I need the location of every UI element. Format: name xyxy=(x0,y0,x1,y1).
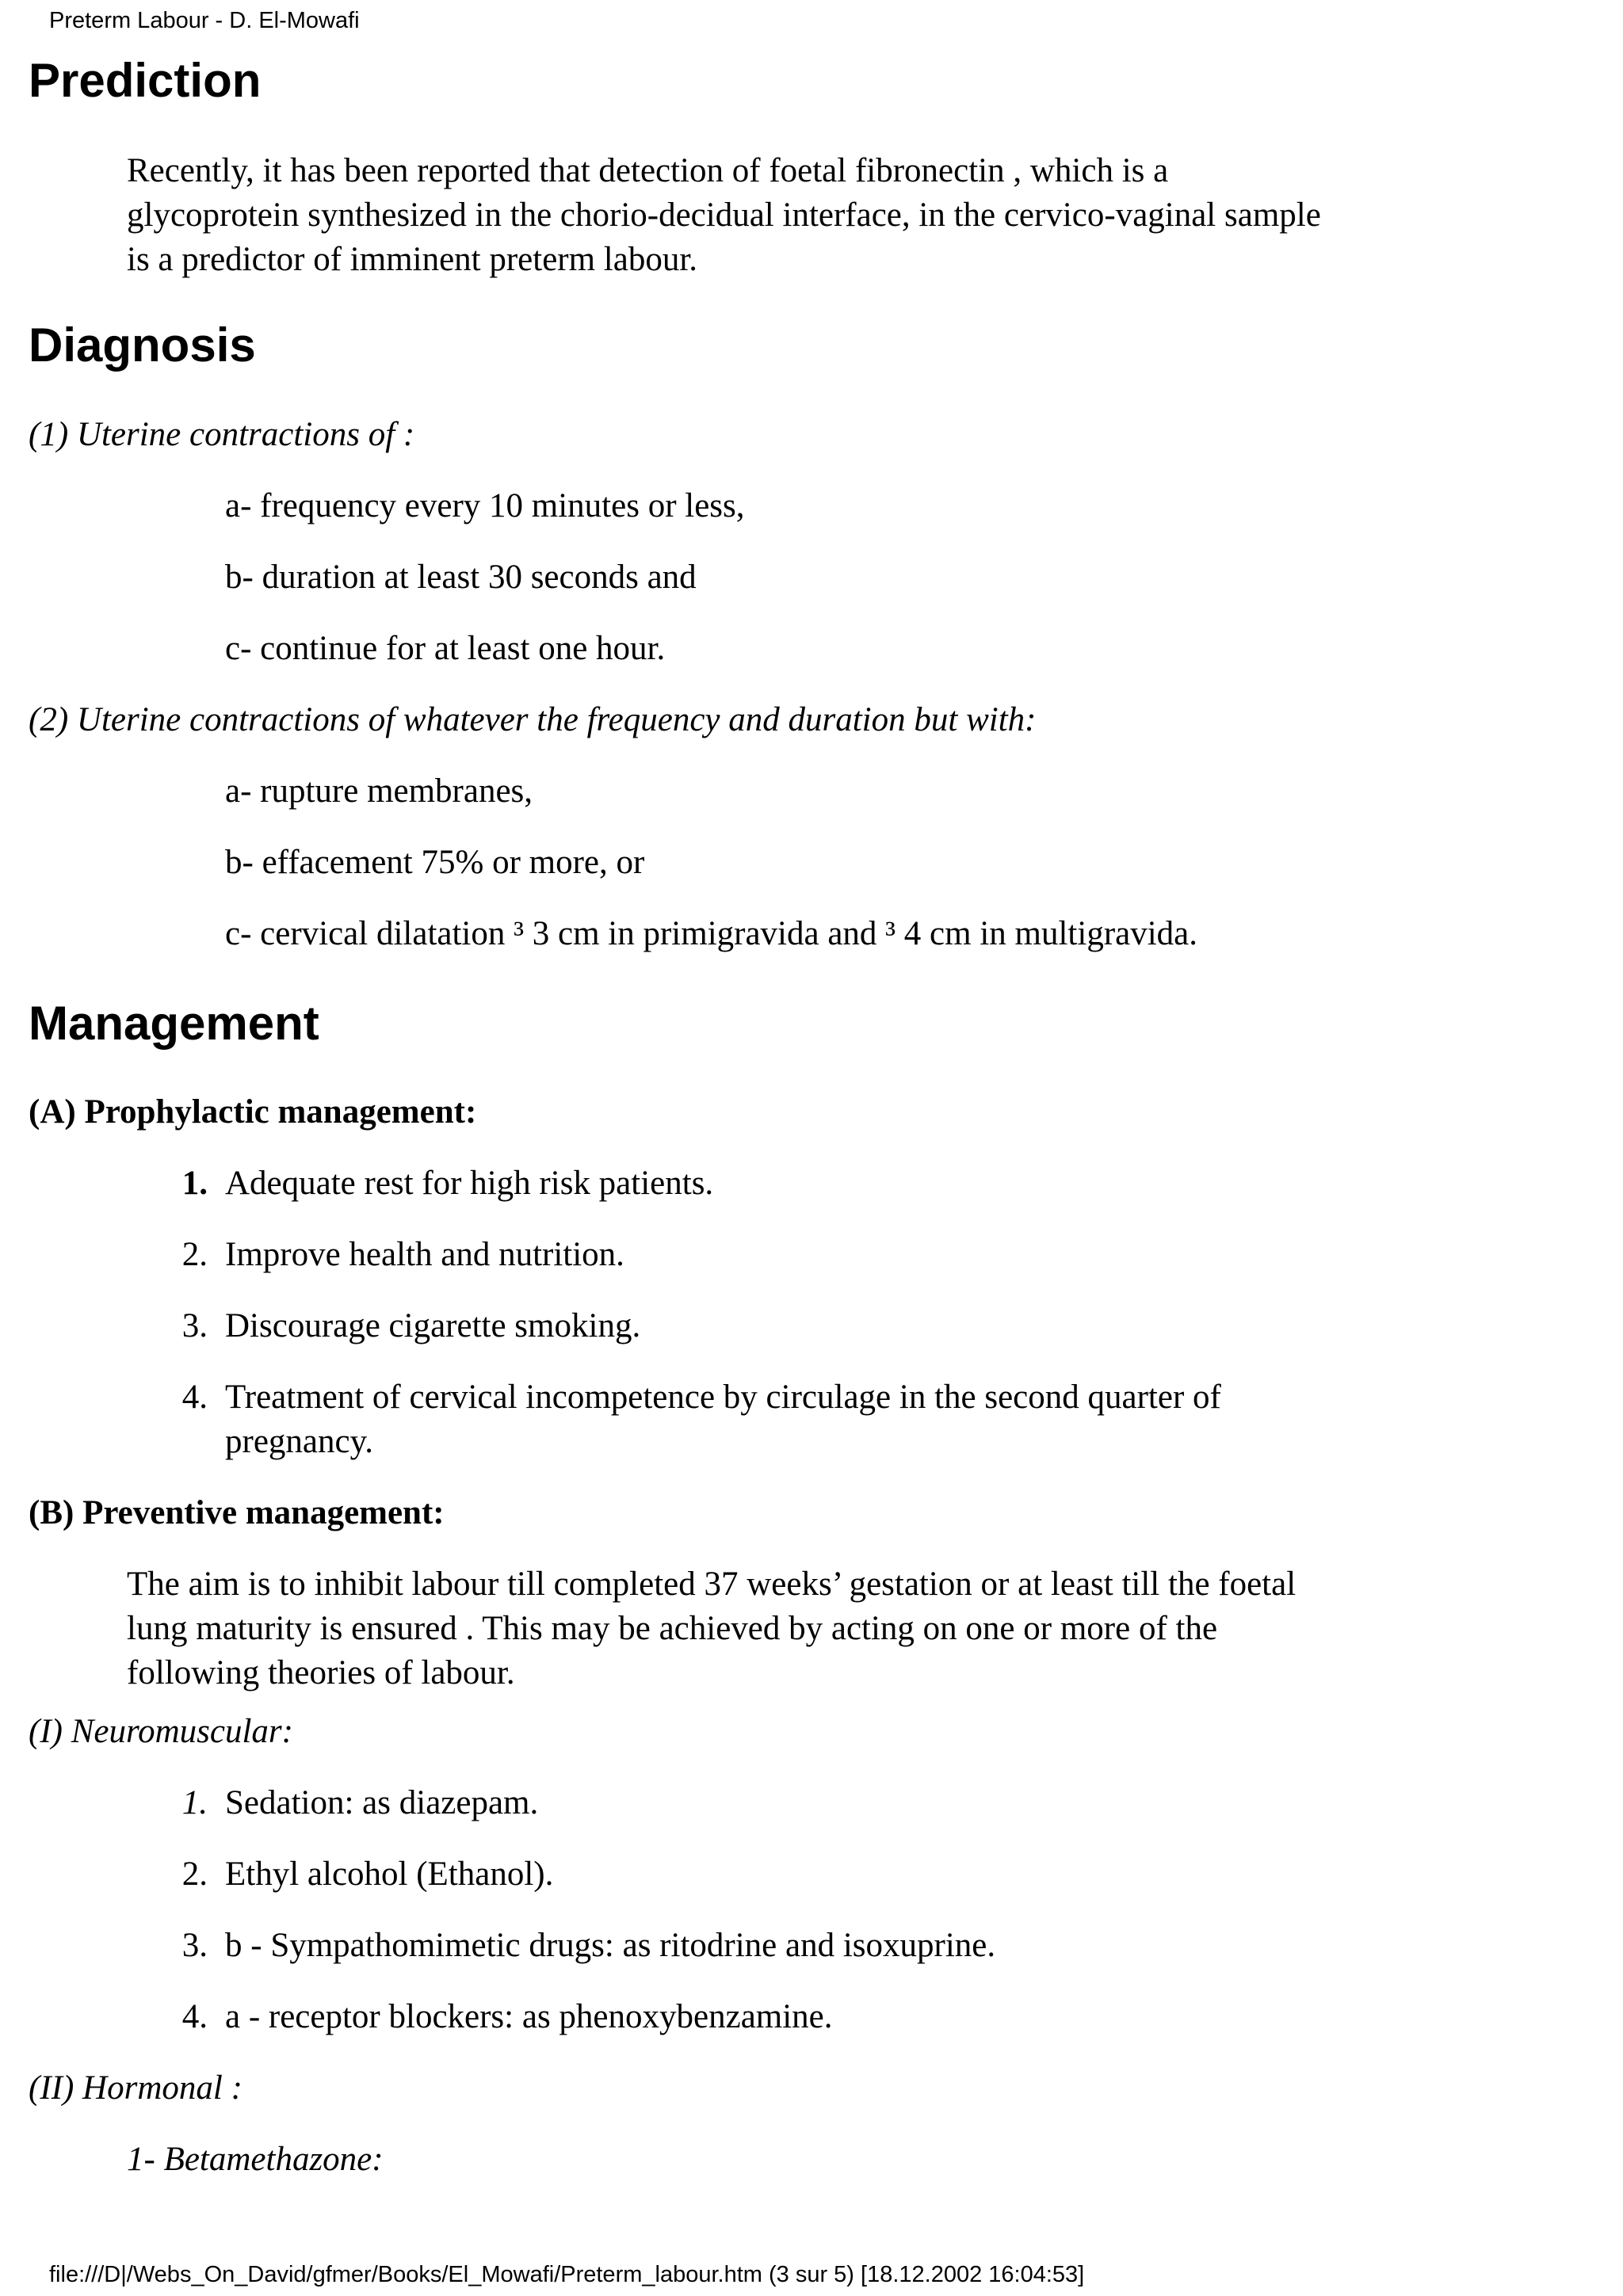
preventive-line-1: The aim is to inhibit labour till completed 37 weeks’ gestation or at least till the foetal xyxy=(127,1566,1296,1603)
preventive-line-3: following theories of labour. xyxy=(127,1654,515,1691)
list-number: 4. xyxy=(181,1379,208,1416)
list-number: 1. xyxy=(181,1784,208,1821)
prophylactic-item: Treatment of cervical incompetence by circulage in the second quarter of pregnancy. xyxy=(225,1379,1221,1460)
neuromuscular-item: b - Sympathomimetic drugs: as ritodrine and isoxuprine. xyxy=(225,1927,996,1964)
running-header: Preterm Labour - D. El-Mowafi xyxy=(49,8,360,33)
diagnosis-criterion-2-title: (2) Uterine contractions of whatever the frequency and duration but with: xyxy=(29,701,1037,738)
prediction-line-2: glycoprotein synthesized in the chorio-decidual interface, in the cervico-vaginal sample xyxy=(127,196,1321,234)
neuromuscular-item: a - receptor blockers: as phenoxybenzamine. xyxy=(225,1998,833,2035)
prophylactic-item: Improve health and nutrition. xyxy=(225,1236,624,1273)
diagnosis-criterion-1-item: c- continue for at least one hour. xyxy=(225,630,666,667)
section-heading-prediction: Prediction xyxy=(29,54,262,107)
diagnosis-criterion-1-item: b- duration at least 30 seconds and xyxy=(225,559,697,596)
hormonal-title: (II) Hormonal : xyxy=(29,2069,242,2107)
diagnosis-criterion-2-item: b- effacement 75% or more, or xyxy=(225,844,645,881)
section-heading-diagnosis: Diagnosis xyxy=(29,318,256,372)
neuromuscular-item: Ethyl alcohol (Ethanol). xyxy=(225,1855,554,1893)
preventive-management-title: (B) Preventive management: xyxy=(29,1494,445,1531)
prophylactic-management-title: (A) Prophylactic management: xyxy=(29,1093,477,1131)
list-number: 1. xyxy=(181,1165,208,1202)
neuromuscular-item: Sedation: as diazepam. xyxy=(225,1784,539,1821)
section-heading-management: Management xyxy=(29,997,319,1050)
diagnosis-criterion-1-title: (1) Uterine contractions of : xyxy=(29,416,415,453)
diagnosis-criterion-2-item: c- cervical dilatation ³ 3 cm in primigravida and ³ 4 cm in multigravida. xyxy=(225,915,1198,952)
list-number: 2. xyxy=(181,1855,208,1893)
prediction-line-1: Recently, it has been reported that detection of foetal fibronectin , which is a xyxy=(127,152,1169,189)
diagnosis-criterion-2-item: a- rupture membranes, xyxy=(225,772,533,810)
browser-print-footer: file:///D|/Webs_On_David/gfmer/Books/El_Mowafi/Preterm_labour.htm (3 sur 5) [18.12.2002 16:04:53] xyxy=(49,2262,1085,2287)
diagnosis-criterion-1-item: a- frequency every 10 minutes or less, xyxy=(225,487,745,524)
prophylactic-item: Adequate rest for high risk patients. xyxy=(225,1165,714,1202)
prediction-line-3: is a predictor of imminent preterm labour. xyxy=(127,241,698,278)
list-number: 2. xyxy=(181,1236,208,1273)
prophylactic-item: Discourage cigarette smoking. xyxy=(225,1307,641,1344)
list-number: 4. xyxy=(181,1998,208,2035)
preventive-line-2: lung maturity is ensured . This may be achieved by acting on one or more of the xyxy=(127,1610,1218,1647)
list-number: 3. xyxy=(181,1927,208,1964)
list-number: 3. xyxy=(181,1307,208,1344)
hormonal-item: 1- Betamethazone: xyxy=(127,2141,384,2178)
neuromuscular-title: (I) Neuromuscular: xyxy=(29,1713,293,1750)
